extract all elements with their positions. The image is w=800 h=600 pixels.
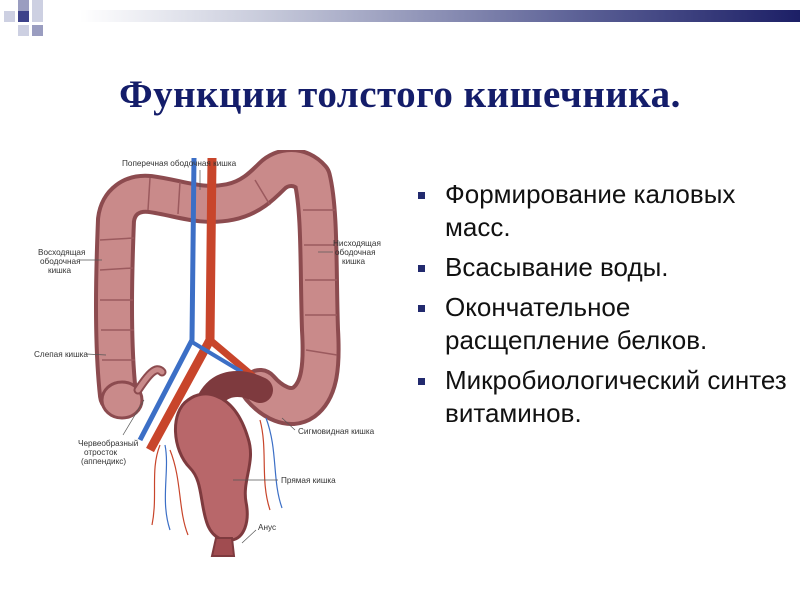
- label-descending-colon: кишка: [342, 257, 366, 266]
- colon-illustration: [20, 150, 400, 595]
- function-item: [415, 364, 795, 430]
- bullet-square-icon: [418, 265, 425, 272]
- decor-square: [32, 25, 43, 36]
- slide-title: Функции толстого кишечника.: [119, 73, 681, 116]
- label-ascending-colon: ободочная: [40, 257, 81, 266]
- function-text: Всасывание воды.: [445, 252, 669, 282]
- label-anus: Анус: [258, 523, 277, 532]
- rectum: [175, 394, 250, 540]
- label-appendix: (аппендикс): [81, 457, 127, 466]
- label-ascending-colon: Восходящая: [38, 248, 86, 257]
- label-appendix: отросток: [84, 448, 118, 457]
- label-cecum: Слепая кишка: [34, 350, 88, 359]
- header-decoration: [0, 0, 800, 50]
- decor-square: [18, 0, 29, 11]
- large-intestine-diagram: [20, 150, 400, 595]
- decor-square: [4, 11, 15, 22]
- function-item: [415, 291, 795, 357]
- header-gradient-bar: [80, 10, 800, 22]
- label-sigmoid-colon: Сигмовидная кишка: [298, 427, 375, 436]
- decor-square: [18, 25, 29, 36]
- anal-canal: [212, 538, 234, 556]
- label-descending-colon: ободочная: [335, 248, 376, 257]
- bullet-square-icon: [418, 305, 425, 312]
- function-item: [415, 251, 795, 284]
- functions-list: [415, 178, 795, 437]
- bullet-square-icon: [418, 192, 425, 199]
- decor-square: [32, 11, 43, 22]
- bullet-square-icon: [418, 378, 425, 385]
- decor-square: [18, 11, 29, 22]
- function-item: [415, 178, 795, 244]
- label-appendix: Червеобразный: [78, 439, 139, 448]
- function-text: Формирование каловых масс.: [445, 179, 736, 242]
- label-rectum: Прямая кишка: [281, 476, 336, 485]
- label-descending-colon: Нисходящая: [333, 239, 381, 248]
- function-text: Окончательное расщепление белков.: [445, 292, 708, 355]
- label-ascending-colon: кишка: [48, 266, 72, 275]
- colon-tube-inner: [114, 168, 321, 406]
- label-transverse-colon: Поперечная ободочная кишка: [122, 159, 237, 168]
- function-text: Микробиологический синтез витаминов.: [445, 365, 787, 428]
- decor-square: [32, 0, 43, 11]
